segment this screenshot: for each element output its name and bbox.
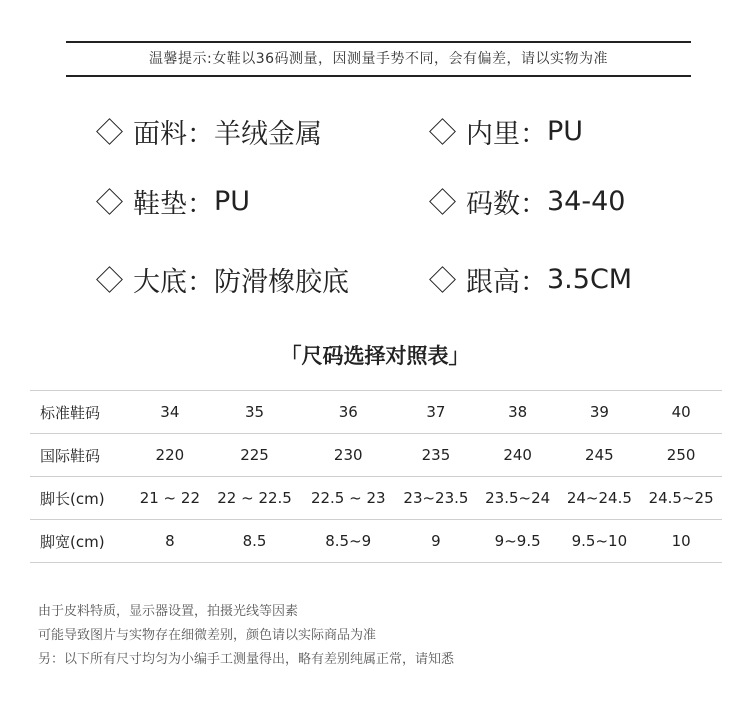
table-cell: 8.5~9 bbox=[301, 520, 395, 563]
table-cell: 23~23.5 bbox=[395, 477, 477, 520]
size-chart-table bbox=[30, 390, 722, 563]
table-cell: 36 bbox=[301, 391, 395, 434]
spec-value: 34-40 bbox=[547, 186, 626, 217]
spec-label: 码数： bbox=[466, 189, 547, 220]
spec-label: 大底： bbox=[133, 267, 214, 298]
spec-value: 防滑橡胶底 bbox=[214, 267, 349, 298]
table-cell: 9.5~10 bbox=[559, 520, 641, 563]
table-cell: 225 bbox=[208, 434, 302, 477]
table-row-international-size bbox=[30, 434, 722, 477]
diamond-icon bbox=[96, 188, 123, 215]
table-row-foot-length bbox=[30, 477, 722, 520]
table-cell: 235 bbox=[395, 434, 477, 477]
spec-heel-height bbox=[425, 260, 632, 299]
spec-label: 鞋垫： bbox=[133, 189, 214, 220]
diamond-icon bbox=[429, 266, 456, 293]
table-row-standard-size bbox=[30, 391, 722, 434]
table-cell: 22.5 ~ 23 bbox=[301, 477, 395, 520]
table-cell: 38 bbox=[477, 391, 559, 434]
spec-value: PU bbox=[547, 116, 584, 147]
table-cell: 250 bbox=[640, 434, 722, 477]
table-cell: 230 bbox=[301, 434, 395, 477]
diamond-icon bbox=[429, 188, 456, 215]
table-cell: 245 bbox=[559, 434, 641, 477]
note-line: 另：以下所有尺寸均匀为小编手工测量得出，略有差别纯属正常，请知悉 bbox=[38, 652, 455, 667]
table-cell: 35 bbox=[208, 391, 302, 434]
table-cell: 240 bbox=[477, 434, 559, 477]
spec-label: 跟高： bbox=[466, 267, 547, 298]
disclaimer-notes bbox=[38, 600, 454, 672]
table-cell: 21 ~ 22 bbox=[132, 477, 208, 520]
table-cell: 9~9.5 bbox=[477, 520, 559, 563]
table-cell: 10 bbox=[640, 520, 722, 563]
table-cell: 40 bbox=[640, 391, 722, 434]
spec-size-range bbox=[425, 182, 625, 221]
spec-label: 面料： bbox=[133, 119, 214, 150]
table-cell: 8 bbox=[132, 520, 208, 563]
note-line: 可能导致图片与实物存在细微差别，颜色请以实际商品为准 bbox=[38, 628, 377, 643]
row-header: 标准鞋码 bbox=[30, 391, 132, 434]
spec-material bbox=[92, 112, 322, 151]
spec-label: 内里： bbox=[466, 119, 547, 150]
table-row-foot-width bbox=[30, 520, 722, 563]
size-chart-title: 「尺码选择对照表」 bbox=[280, 344, 470, 368]
spec-lining bbox=[425, 112, 583, 151]
table-cell: 24.5~25 bbox=[640, 477, 722, 520]
table-cell: 23.5~24 bbox=[477, 477, 559, 520]
row-header: 脚长(cm) bbox=[30, 477, 132, 520]
table-cell: 34 bbox=[132, 391, 208, 434]
spec-value: 羊绒金属 bbox=[214, 119, 322, 150]
table-cell: 9 bbox=[395, 520, 477, 563]
row-header: 国际鞋码 bbox=[30, 434, 132, 477]
table-cell: 24~24.5 bbox=[559, 477, 641, 520]
table-cell: 8.5 bbox=[208, 520, 302, 563]
diamond-icon bbox=[429, 118, 456, 145]
table-cell: 37 bbox=[395, 391, 477, 434]
spec-insole bbox=[92, 182, 250, 221]
diamond-icon bbox=[96, 118, 123, 145]
diamond-icon bbox=[96, 266, 123, 293]
spec-value: 3.5CM bbox=[547, 264, 633, 295]
spec-outsole bbox=[92, 260, 349, 299]
measurement-notice: 温馨提示:女鞋以36码测量，因测量手势不同，会有偏差，请以实物为准 bbox=[66, 41, 691, 77]
spec-value: PU bbox=[214, 186, 251, 217]
table-cell: 220 bbox=[132, 434, 208, 477]
row-header: 脚宽(cm) bbox=[30, 520, 132, 563]
table-cell: 22 ~ 22.5 bbox=[208, 477, 302, 520]
note-line: 由于皮料特质，显示器设置，拍摄光线等因素 bbox=[38, 604, 299, 619]
table-cell: 39 bbox=[559, 391, 641, 434]
